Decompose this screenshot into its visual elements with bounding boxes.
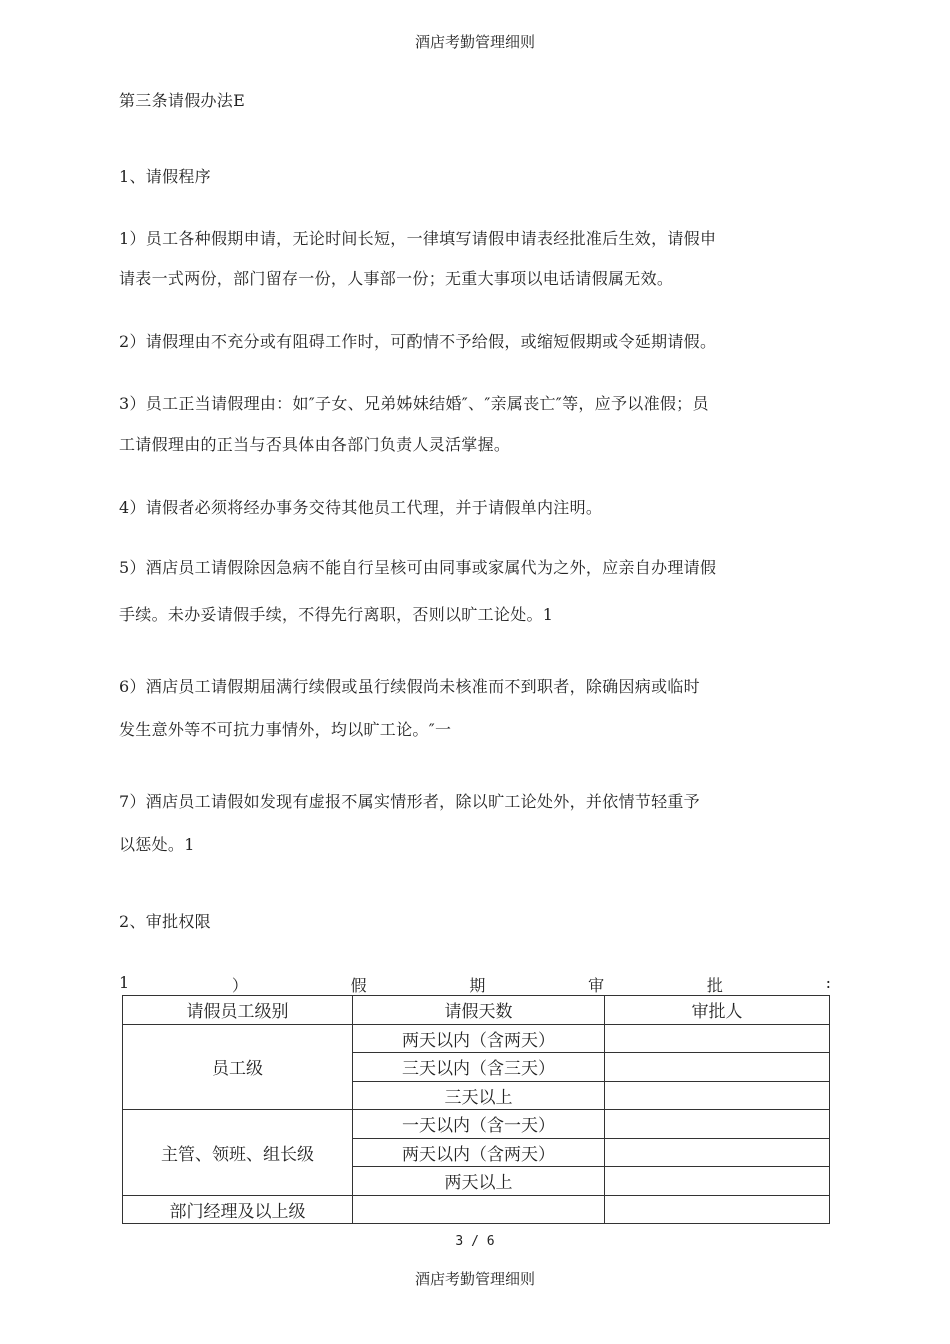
page-footer-title: 酒店考勤管理细则	[414, 1270, 535, 1288]
days-cell	[353, 1195, 605, 1224]
subtitle-char: :	[825, 973, 831, 992]
section-title-leave-procedure: 1、请假程序	[119, 167, 211, 186]
subtitle-char: 1	[119, 973, 130, 992]
approver-cell	[605, 1167, 830, 1196]
days-cell: 两天以内（含两天）	[353, 1138, 605, 1167]
approver-cell	[605, 1138, 830, 1167]
item-1-line-1: 1）员工各种假期申请，无论时间长短，一律填写请假申请表经批准后生效，请假申	[119, 229, 717, 248]
days-cell: 两天以内（含两天）	[353, 1024, 605, 1053]
table-row	[123, 1110, 830, 1139]
leave-approval-subtitle	[119, 973, 831, 996]
level-cell: 部门经理及以上级	[123, 1195, 353, 1224]
article-heading: 第三条请假办法E	[119, 91, 246, 110]
level-cell: 员工级	[123, 1024, 353, 1110]
approver-cell	[605, 1024, 830, 1053]
subtitle-char: 期	[469, 976, 486, 995]
item-5-line-1: 5）酒店员工请假除因急病不能自行呈核可由同事或家属代为之外，应亲自办理请假	[119, 558, 717, 577]
item-1-line-2: 请表一式两份，部门留存一份，人事部一份；无重大事项以电话请假属无效。	[119, 269, 674, 288]
page-number: 3 / 6	[455, 1234, 495, 1249]
item-7-line-2: 以惩处。1	[119, 835, 195, 854]
approver-cell	[605, 1195, 830, 1224]
approver-cell	[605, 1053, 830, 1082]
approver-cell	[605, 1110, 830, 1139]
item-3-line-2: 工请假理由的正当与否具体由各部门负责人灵活掌握。	[119, 435, 511, 454]
days-cell: 三天以内（含三天）	[353, 1053, 605, 1082]
item-3-line-1: 3）员工正当请假理由：如″子女、兄弟姊妹结婚″、″亲属丧亡″等，应予以准假；员	[119, 394, 709, 413]
item-6-line-1: 6）酒店员工请假期届满行续假或虽行续假尚未核准而不到职者，除确因病或临时	[119, 677, 700, 696]
table-row	[123, 1195, 830, 1224]
level-cell: 主管、领班、组长级	[123, 1110, 353, 1196]
days-cell: 一天以内（含一天）	[353, 1110, 605, 1139]
header-employee-level: 请假员工级别	[123, 996, 353, 1025]
item-2-line-1: 2）请假理由不充分或有阻碍工作时，可酌情不予给假，或缩短假期或令延期请假。	[119, 332, 717, 351]
subtitle-char: 批	[706, 976, 723, 995]
table-header-row	[123, 996, 830, 1025]
subtitle-char: ）	[231, 976, 248, 995]
item-7-line-1: 7）酒店员工请假如发现有虚报不属实情形者，除以旷工论处外，并依情节轻重予	[119, 792, 700, 811]
item-6-line-2: 发生意外等不可抗力事情外，均以旷工论。″一	[119, 720, 452, 739]
days-cell: 两天以上	[353, 1167, 605, 1196]
leave-approval-table	[122, 995, 830, 1224]
table-row	[123, 1024, 830, 1053]
header-approver: 审批人	[605, 996, 830, 1025]
approver-cell	[605, 1081, 830, 1110]
section-title-approval-authority: 2、审批权限	[119, 912, 211, 931]
item-5-line-2: 手续。未办妥请假手续，不得先行离职，否则以旷工论处。1	[119, 605, 554, 624]
subtitle-char: 假	[350, 976, 367, 995]
subtitle-char: 审	[588, 976, 605, 995]
page-header-title: 酒店考勤管理细则	[414, 33, 535, 51]
days-cell: 三天以上	[353, 1081, 605, 1110]
item-4-line-1: 4）请假者必须将经办事务交待其他员工代理，并于请假单内注明。	[119, 498, 603, 517]
header-leave-days: 请假天数	[353, 996, 605, 1025]
